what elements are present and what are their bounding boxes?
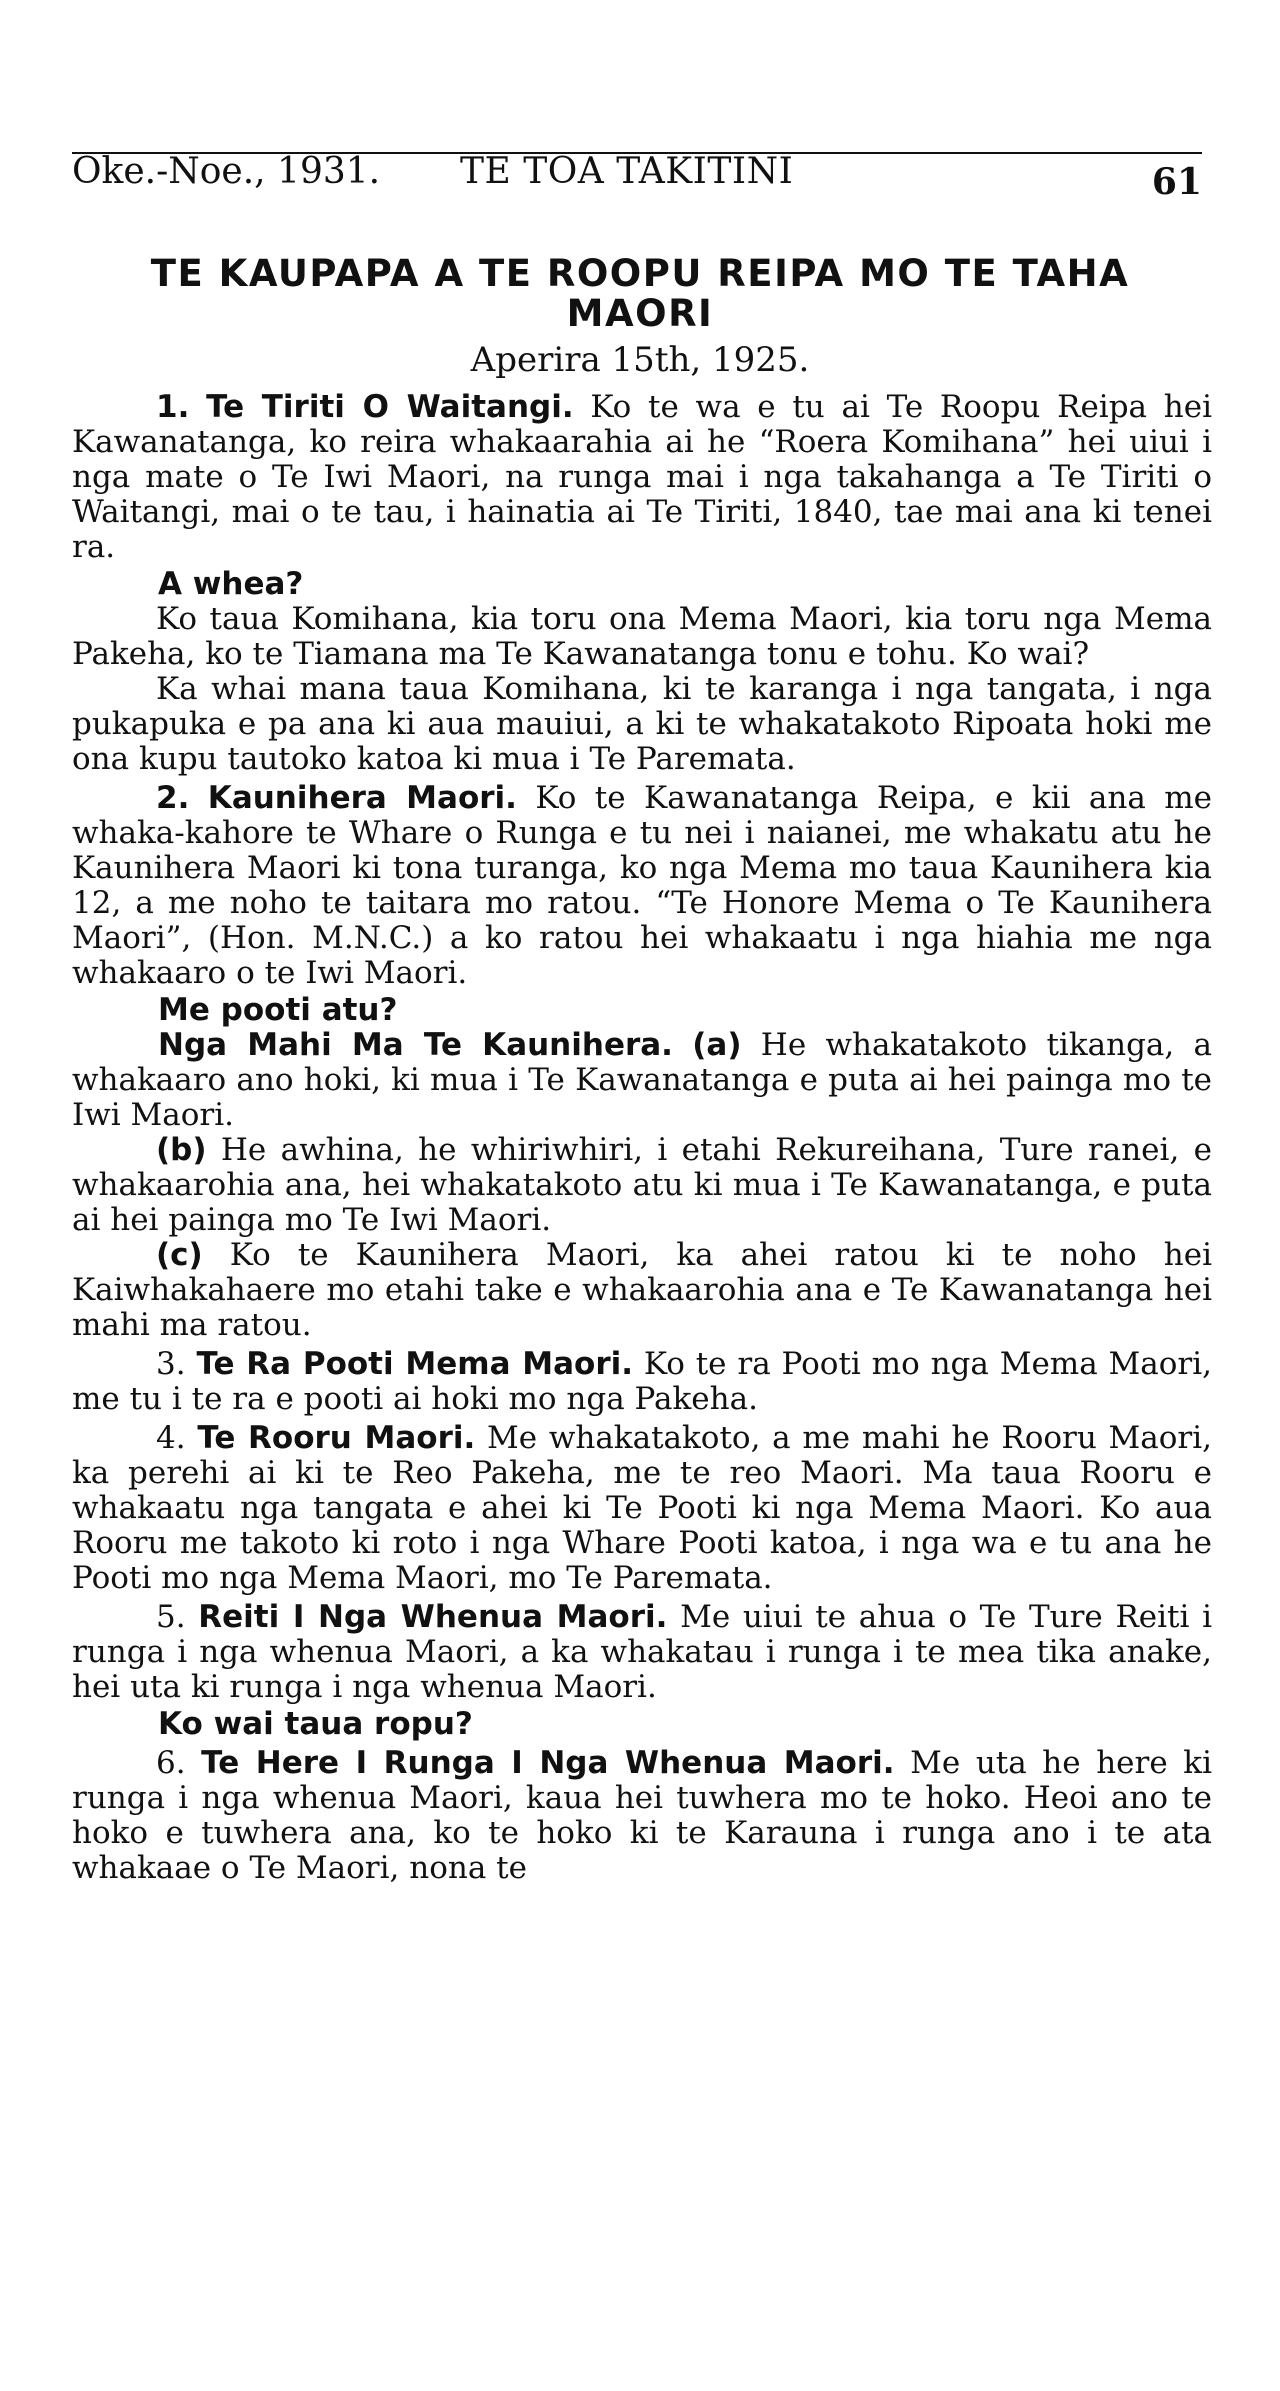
running-header <box>72 150 1202 203</box>
item-text: He whakatakoto tikanga, a whakaaro ano hoki, ki mua i Te Kawanatanga e puta ai hei painga mo te Iwi Maori. <box>72 1027 1213 1133</box>
item-text: He awhina, he whiriwhiri, i etahi Rekureihana, Ture ranei, e whakaarohia ana, hei whakatakoto atu ki mua i Te Kawanatanga, e puta ai hei painga mo Te Iwi Maori. <box>72 1132 1212 1238</box>
side-question: A whea? <box>158 566 304 602</box>
section-1 <box>72 390 1212 565</box>
side-question: Ko wai taua ropu? <box>158 1706 473 1742</box>
section-text: Ko te wa e tu ai Te Roopu Reipa hei Kawanatanga, ko reira whakaarahia ai he “Roera Komihana” hei uiui i nga mate o Te Iwi Maori, na runga mai i nga takahanga a Te Tiriti o Waitangi, mai o te tau, i hainatia ai Te Tiriti, 1840, tae mai ana ki tenei ra. <box>72 389 1212 565</box>
section-title: Reiti I Nga Whenua Maori. <box>198 1599 668 1635</box>
document-body <box>72 390 1212 1886</box>
issue-date: Oke.-Noe., 1931. <box>72 151 381 192</box>
section-number: 1. <box>156 389 190 425</box>
item-text: Ko te Kaunihera Maori, ka ahei ratou ki te noho hei Kaiwhakahaere mo etahi take e whakaarohia ana e Te Kawanatanga hei mahi ma ratou. <box>72 1237 1212 1343</box>
section-number: 4. <box>156 1420 186 1456</box>
section-6 <box>72 1746 1212 1886</box>
section-number: 5. <box>156 1599 186 1635</box>
paragraph: Ka whai mana taua Komihana, ki te karanga i nga tangata, i nga pukapuka e pa ana ki aua mauiui, a ki te whakatakoto Ripoata hoki me ona kupu tautoko katoa ki mua i Te Paremata. <box>72 671 1212 777</box>
section-title: Te Rooru Maori. <box>197 1420 476 1456</box>
journal-title: TE TOA TAKITINI <box>460 151 794 192</box>
section-title: Kaunihera Maori. <box>207 780 517 816</box>
side-question: Me pooti atu? <box>158 992 398 1028</box>
section-4 <box>72 1421 1212 1596</box>
subsection-a <box>72 1028 1212 1133</box>
section-title: Te Ra Pooti Mema Maori. <box>196 1346 634 1382</box>
item-label: (a) <box>692 1027 742 1063</box>
dateline: Aperira 15th, 1925. <box>470 340 810 380</box>
section-title: Te Tiriti O Waitangi. <box>206 389 574 425</box>
section-title: Te Here I Runga I Nga Whenua Maori. <box>201 1745 895 1781</box>
section-number: 6. <box>156 1745 186 1781</box>
section-text: Me uiui te ahua o Te Ture Reiti i runga i nga whenua Maori, a ka whakatau i runga i te mea tika anake, hei uta ki runga i nga whenua Maori. <box>72 1599 1213 1705</box>
section-text: Ko te Kawanatanga Reipa, e kii ana me whaka-kahore te Whare o Runga e tu nei i naianei, me whakatu atu he Kaunihera Maori ki tona turanga, ko nga Mema mo taua Kaunihera kia 12, a me noho te taitara mo ratou. “Te Honore Mema o Te Kaunihera Maori”, (Hon. M.N.C.) a ko ratou hei whakaatu i nga hiahia me nga whakaaro o te Iwi Maori. <box>72 780 1212 991</box>
section-number: 3. <box>156 1346 186 1382</box>
section-text: Me whakatakoto, a me mahi he Rooru Maori, ka perehi ai ki te Reo Pakeha, me te reo Maori. Ma taua Rooru e whakaatu nga tangata e ahei ki Te Pooti ki nga Mema Maori. Ko aua Rooru me takoto ki roto i nga Whare Pooti katoa, i nga wa e tu ana he Pooti mo nga Mema Maori, mo Te Paremata. <box>72 1420 1213 1596</box>
section-2 <box>72 781 1212 991</box>
paragraph: Ko taua Komihana, kia toru ona Mema Maori, kia toru nga Mema Pakeha, ko te Tiamana ma Te Kawanatanga tonu e tohu. Ko wai? <box>72 601 1212 672</box>
section-5 <box>72 1600 1212 1705</box>
section-3 <box>72 1347 1212 1417</box>
document-heading: TE KAUPAPA A TE ROOPU REIPA MO TE TAHA MAORI <box>150 252 1130 335</box>
subsection-title: Nga Mahi Ma Te Kaunihera. <box>158 1027 673 1063</box>
subsection-c <box>72 1238 1212 1343</box>
section-text: Me uta he here ki runga i nga whenua Maori, kaua hei tuwhera mo te hoko. Heoi ano te hoko e tuwhera ana, ko te hoko ki te Karauna i runga ano i te ata whakaae o Te Maori, nona te <box>72 1745 1212 1886</box>
item-label: (b) <box>156 1132 207 1168</box>
page-number: 61 <box>1151 161 1202 203</box>
subsection-b <box>72 1133 1212 1238</box>
item-label: (c) <box>156 1237 203 1273</box>
section-text: Ko te ra Pooti mo nga Mema Maori, me tu i te ra e pooti ai hoki mo nga Pakeha. <box>72 1346 1213 1417</box>
section-number: 2. <box>156 780 190 816</box>
